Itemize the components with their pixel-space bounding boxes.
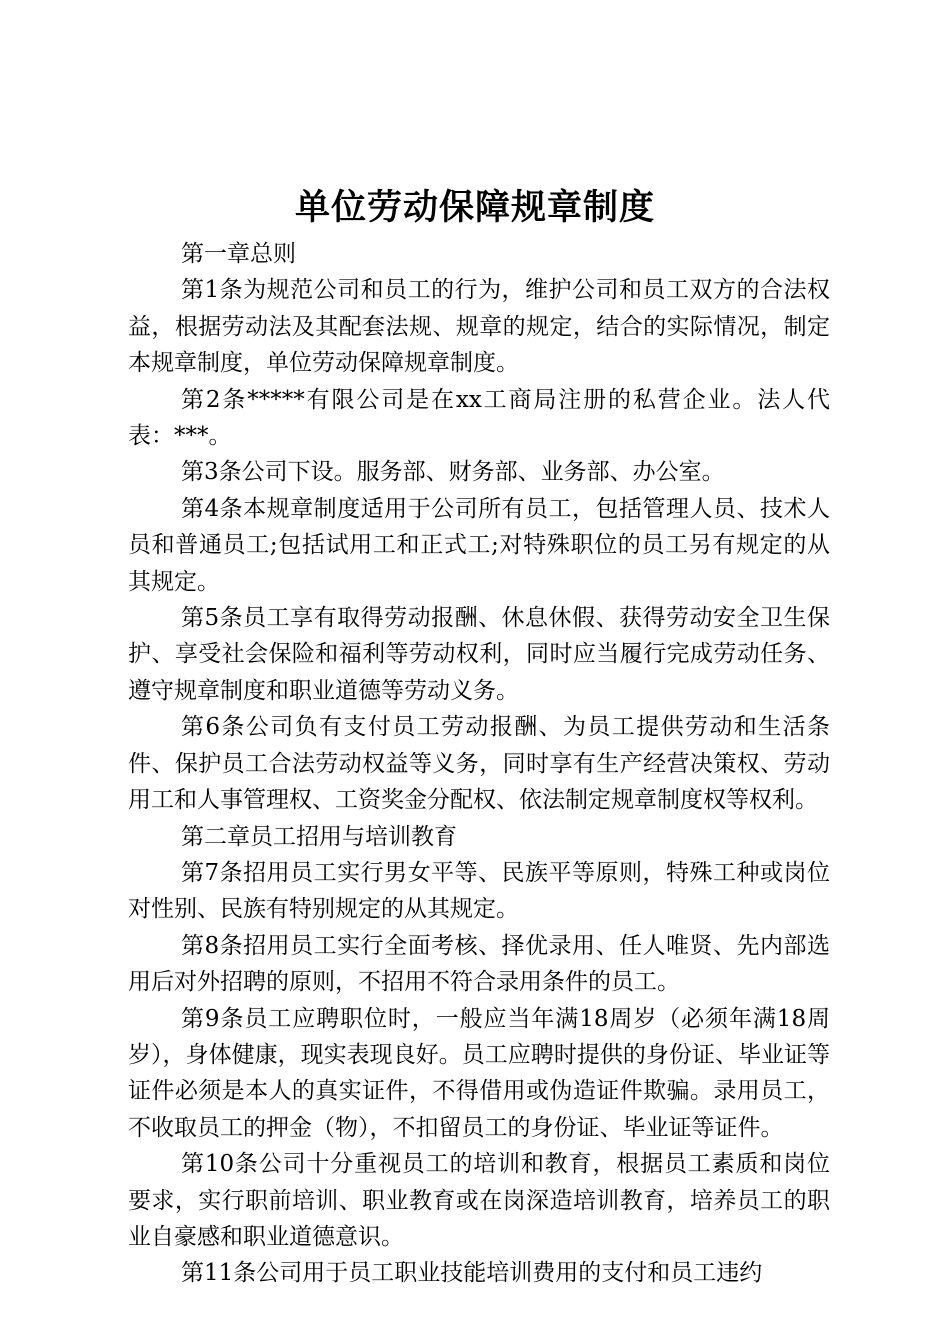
document-body: [128, 236, 830, 1292]
article-paragraph: 第9条员工应聘职位时，一般应当年满18周岁（必须年满18周岁），身体健康，现实表现良好。员工应聘时提供的身份证、毕业证等证件必须是本人的真实证件，不得借用或伪造证件欺骗。录用员工，不收取员工的押金（物），不扣留员工的身份证、毕业证等证件。: [128, 1005, 830, 1141]
article-paragraph: 第10条公司十分重视员工的培训和教育，根据员工素质和岗位要求，实行职前培训、职业教育或在岗深造培训教育，培养员工的职业自豪感和职业道德意识。: [128, 1151, 830, 1250]
chapter-heading: 第二章员工招用与培训教育: [181, 823, 457, 850]
article-paragraph: 第6条公司负有支付员工劳动报酬、为员工提供劳动和生活条件、保护员工合法劳动权益等义务，同时享有生产经营决策权、劳动用工和人事管理权、工资奖金分配权、依法制定规章制度权等权利。: [128, 714, 830, 814]
article-paragraph: 第2条*****有限公司是在xx工商局注册的私营企业。法人代表：***。: [128, 386, 830, 450]
article-paragraph: 第3条公司下设。服务部、财务部、业务部、办公室。: [181, 459, 725, 486]
article-paragraph: 第11条公司用于员工职业技能培训费用的支付和员工违约: [181, 1260, 763, 1287]
article-paragraph: 第8条招用员工实行全面考核、择优录用、任人唯贤、先内部选用后对外招聘的原则，不招用不符合录用条件的员工。: [128, 932, 830, 996]
chapter-heading: 第一章总则: [181, 241, 296, 267]
document-title: 单位劳动保障规章制度: [294, 188, 655, 228]
article-paragraph: 第1条为规范公司和员工的行为，维护公司和员工双方的合法权益，根据劳动法及其配套法规、规章的规定，结合的实际情况，制定本规章制度，单位劳动保障规章制度。: [128, 277, 830, 377]
article-paragraph: 第4条本规章制度适用于公司所有员工，包括管理人员、技术人员和普通员工;包括试用工和正式工;对特殊职位的员工另有规定的从其规定。: [128, 495, 830, 595]
article-paragraph: 第7条招用员工实行男女平等、民族平等原则，特殊工种或岗位对性别、民族有特别规定的从其规定。: [128, 859, 830, 923]
article-paragraph: 第5条员工享有取得劳动报酬、休息休假、获得劳动安全卫生保护、享受社会保险和福利等劳动权利，同时应当履行完成劳动任务、遵守规章制度和职业道德等劳动义务。: [128, 605, 830, 704]
